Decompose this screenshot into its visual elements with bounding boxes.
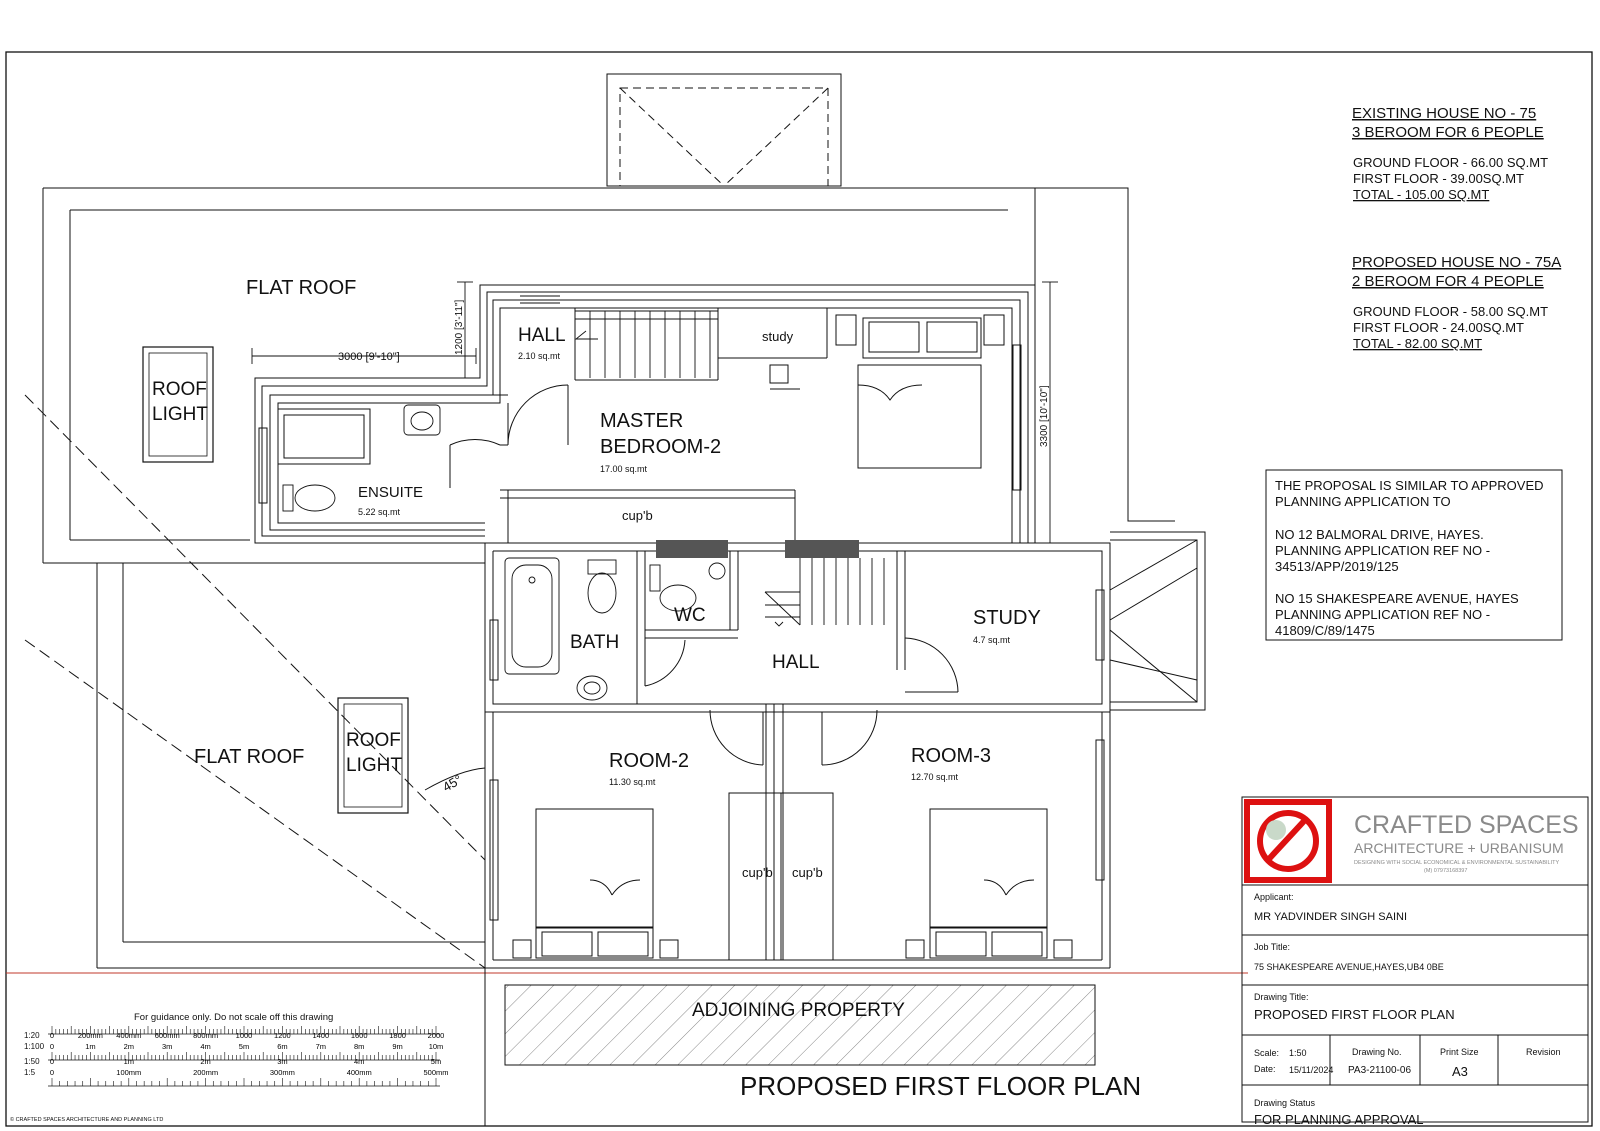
beam-1 <box>656 540 728 558</box>
beam-2 <box>785 540 859 558</box>
scale-label-row3: 2m <box>200 1057 211 1066</box>
cupboard-top-label: cup'b <box>622 508 653 523</box>
roof-light-1-label-2: LIGHT <box>152 404 208 425</box>
bath-label: BATH <box>570 632 620 653</box>
scale-label-row1: 1800 <box>389 1031 406 1040</box>
job-title-label: Job Title: <box>1254 942 1291 952</box>
scale-label-row3: 1m <box>123 1057 135 1066</box>
print-size-value: A3 <box>1452 1064 1468 1079</box>
existing-house-subtitle: 3 BEROOM FOR 6 PEOPLE <box>1352 124 1544 141</box>
scale-label-row2: 8m <box>353 1042 365 1051</box>
roof-light-2-label: ROOF <box>346 730 401 751</box>
scale-label-row1: 1200 <box>274 1031 291 1040</box>
room3-label: ROOM-3 <box>911 745 991 767</box>
room3-bed <box>906 809 1072 958</box>
adjoining-property <box>505 985 1095 1065</box>
print-size-label: Print Size <box>1440 1047 1479 1057</box>
scale-label-row2: 1m <box>85 1042 96 1051</box>
date-label: Date: <box>1254 1064 1276 1074</box>
scale-1-50: 1:50 <box>24 1057 40 1066</box>
scale-label-row1: 0 <box>49 1031 55 1040</box>
scale-label-row1: 800mm <box>193 1031 219 1040</box>
scale-label-row1: 1000 <box>235 1031 253 1040</box>
scale-label-row2: 6m <box>277 1042 288 1051</box>
date-value: 15/11/2024 <box>1289 1065 1334 1075</box>
job-title-value: 75 SHAKESPEARE AVENUE,HAYES,UB4 0BE <box>1254 962 1444 972</box>
master-bedroom-area: 17.00 sq.mt <box>600 464 648 474</box>
proposed-total: TOTAL - 82.00 SQ.MT <box>1353 336 1483 351</box>
company-logo <box>1244 799 1332 883</box>
ensuite-area: 5.22 sq.mt <box>358 507 401 517</box>
scale-1-5: 1:5 <box>24 1068 36 1077</box>
scale-label-row2: 9m <box>392 1042 403 1051</box>
scale-value: 1:50 <box>1289 1048 1307 1058</box>
drawing-title-value: PROPOSED FIRST FLOOR PLAN <box>1254 1007 1455 1022</box>
applicant-value: MR YADVINDER SINGH SAINI <box>1254 911 1408 923</box>
scale-label-row1: 2000 <box>427 1031 445 1040</box>
planning-note <box>1275 478 1544 638</box>
drawing-no-value: PA3-21100-06 <box>1348 1065 1412 1076</box>
proposed-house-subtitle: 2 BEROOM FOR 4 PEOPLE <box>1352 273 1544 290</box>
scale-label: Scale: <box>1254 1048 1280 1058</box>
company-phone: (M) 07973168397 <box>1424 868 1468 874</box>
note-line-6: NO 15 SHAKESPEARE AVENUE, HAYES <box>1275 591 1519 606</box>
room-labels <box>152 277 1041 1021</box>
study-label: STUDY <box>973 607 1041 629</box>
dim-1200-label: 1200 [3'-11"] <box>454 299 465 355</box>
cupboard-right-label: cup'b <box>792 865 823 880</box>
note-line-1: THE PROPOSAL IS SIMILAR TO APPROVED <box>1275 478 1544 493</box>
roof-light-1-label: ROOF <box>152 379 207 400</box>
proposed-house-info <box>1352 254 1561 351</box>
scale-label-row3: 3m <box>277 1057 288 1066</box>
proposed-house-title: PROPOSED HOUSE NO - 75A <box>1352 254 1562 271</box>
adjoining-property-label: ADJOINING PROPERTY <box>692 1000 905 1021</box>
drawing-caption: PROPOSED FIRST FLOOR PLAN <box>740 1071 1142 1101</box>
scale-label-row2: 2m <box>123 1042 135 1051</box>
existing-total: TOTAL - 105.00 SQ.MT <box>1353 187 1490 202</box>
roof-light-2-label-2: LIGHT <box>346 755 402 776</box>
scale-label-row2: 0 <box>49 1042 55 1051</box>
note-line-4: PLANNING APPLICATION REF NO - <box>1275 543 1491 558</box>
existing-house-title: EXISTING HOUSE NO - 75 <box>1352 105 1537 122</box>
stair-top <box>575 311 718 378</box>
wc-label: WC <box>674 605 706 626</box>
stair-lower <box>765 558 884 626</box>
dim-3300-label: 3300 [10'-10"] <box>1039 385 1050 447</box>
scale-label-row2: 4m <box>200 1042 211 1051</box>
roof-projection <box>607 74 841 186</box>
scale-label-row4: 500mm <box>423 1068 449 1077</box>
applicant-label: Applicant: <box>1254 892 1294 902</box>
existing-first: FIRST FLOOR - 39.00SQ.MT <box>1353 171 1524 186</box>
company-name: CRAFTED SPACES <box>1354 811 1579 839</box>
drawing-no-label: Drawing No. <box>1352 1047 1402 1057</box>
scale-label-row1: 200mm <box>77 1031 103 1040</box>
scale-label-row1: 1400 <box>312 1031 330 1040</box>
scale-label-row1: 1600 <box>350 1031 368 1040</box>
scale-label-row2: 3m <box>161 1042 173 1051</box>
hall-main-label: HALL <box>772 652 820 673</box>
flat-roof-bottom-label: FLAT ROOF <box>194 746 305 768</box>
angle-label: 45° <box>440 771 465 795</box>
hall-top-label: HALL <box>518 325 566 346</box>
dim-3000-label: 3000 [9'-10"] <box>338 351 400 363</box>
company-tagline: DESIGNING WITH SOCIAL ECONOMICAL & ENVIRONMENTAL SUSTAINABILITY <box>1354 860 1560 866</box>
note-line-7: PLANNING APPLICATION REF NO - <box>1275 607 1491 622</box>
scale-1-20: 1:20 <box>24 1031 40 1040</box>
side-bay <box>1110 532 1205 710</box>
company-subtitle: ARCHITECTURE + URBANISUM <box>1354 840 1564 856</box>
scale-label-row4: 300mm <box>269 1068 295 1077</box>
scale-label-row3: 0 <box>49 1057 55 1066</box>
proposed-ground: GROUND FLOOR - 58.00 SQ.MT <box>1353 304 1549 319</box>
existing-ground: GROUND FLOOR - 66.00 SQ.MT <box>1353 155 1549 170</box>
scale-label-row3: 5m <box>430 1057 442 1066</box>
ensuite-label: ENSUITE <box>358 484 424 501</box>
scale-label-row2: 10m <box>428 1042 444 1051</box>
copyright: © CRAFTED SPACES ARCHITECTURE AND PLANNING LTD <box>10 1117 164 1123</box>
scale-label-row2: 7m <box>315 1042 327 1051</box>
room3-area: 12.70 sq.mt <box>911 772 959 782</box>
scale-label-row1: 600mm <box>154 1031 180 1040</box>
note-line-3: NO 12 BALMORAL DRIVE, HAYES. <box>1275 527 1484 542</box>
proposed-first: FIRST FLOOR - 24.00SQ.MT <box>1353 320 1524 335</box>
drawing-status-label: Drawing Status <box>1254 1098 1316 1108</box>
study-area: 4.7 sq.mt <box>973 635 1011 645</box>
scale-note: For guidance only. Do not scale off this drawing <box>134 1012 334 1023</box>
room2-area: 11.30 sq.mt <box>609 777 656 787</box>
master-bedroom-label-2: BEDROOM-2 <box>600 436 722 458</box>
existing-house-info <box>1352 105 1548 202</box>
note-line-2: PLANNING APPLICATION TO <box>1275 494 1451 509</box>
room2-bed <box>513 809 678 958</box>
drawing-status-value: FOR PLANNING APPROVAL <box>1254 1112 1424 1127</box>
scale-1-100: 1:100 <box>24 1042 45 1051</box>
master-bed <box>770 315 1004 468</box>
scale-label-row4: 0 <box>49 1068 55 1077</box>
scale-label-row1: 400mm <box>116 1031 142 1040</box>
cupboard-left-label: cup'b <box>742 865 773 880</box>
scale-label-row4: 200mm <box>193 1068 219 1077</box>
scale-label-row2: 5m <box>238 1042 250 1051</box>
flat-roof-top-label: FLAT ROOF <box>246 277 357 299</box>
scale-label-row3: 4m <box>353 1057 365 1066</box>
master-bedroom-label: MASTER <box>600 410 684 432</box>
study-desk-label: study <box>762 329 794 344</box>
drawing-title-label: Drawing Title: <box>1254 992 1309 1002</box>
bathroom-fixtures <box>505 558 725 700</box>
room2-label: ROOM-2 <box>609 750 689 772</box>
note-line-5: 34513/APP/2019/125 <box>1275 559 1399 574</box>
scale-label-row4: 100mm <box>116 1068 142 1077</box>
hall-top-area: 2.10 sq.mt <box>518 351 561 361</box>
revision-label: Revision <box>1526 1047 1561 1057</box>
scale-label-row4: 400mm <box>346 1068 372 1077</box>
note-line-8: 41809/C/89/1475 <box>1275 623 1375 638</box>
